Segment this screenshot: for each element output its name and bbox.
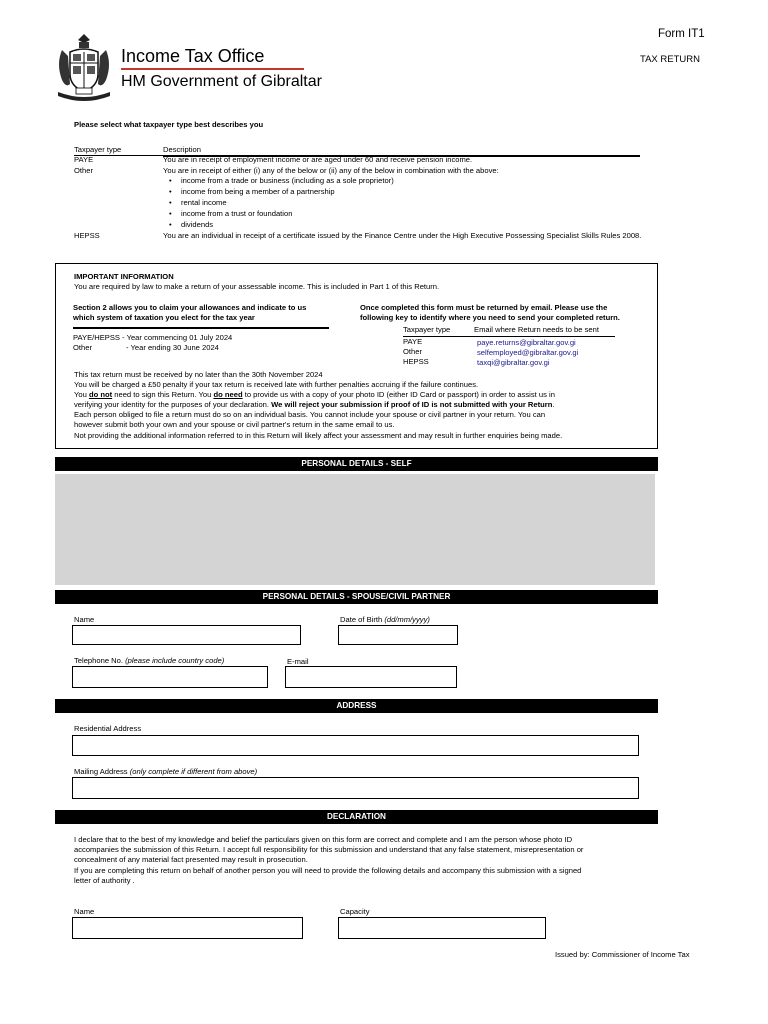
year-other-label: Other	[73, 343, 92, 352]
issued-by: Issued by: Commissioner of Income Tax	[555, 950, 690, 959]
declaration-text: If you are completing this return on behalf of another person you will need to provide the following details and accompany this submission with a signed	[74, 866, 582, 875]
declarant-capacity-field[interactable]	[338, 917, 546, 939]
self-details-area	[55, 474, 655, 585]
spouse-phone-field[interactable]	[72, 666, 268, 688]
spouse-name-field[interactable]	[72, 625, 301, 645]
form-code: Form IT1	[658, 28, 705, 40]
id-requirement-text: You do not need to sign this Return. You do need to provide us with a copy of your photo ID (either ID Card or passport) in order to assist us in	[74, 390, 555, 399]
individual-text: Each person obliged to file a return must do so on an individual basis. You cannot include your spouse or civil partner in your return. You can	[74, 410, 546, 419]
email-link[interactable]: paye.returns@gibraltar.gov.gi	[477, 338, 576, 347]
section2-text: Section 2 allows you to claim your allowances and indicate to us	[73, 303, 307, 312]
email-row-type: PAYE	[403, 337, 423, 346]
spouse-phone-label: Telephone No. (please include country code)	[74, 656, 225, 665]
declarant-name-label: Name	[74, 907, 95, 916]
list-item: • income from a trade or business (including as a sole proprietor)	[163, 176, 394, 187]
declaration-text: concealment of any material fact presented may result in prosecution.	[74, 855, 308, 864]
taxpayer-row-desc: You are an individual in receipt of a certificate issued by the Finance Centre under the High Executive Possessing Specialist Skills Rules 2008.	[163, 231, 642, 240]
declaration-text: accompanies the submission of this Return. I accept full responsibility for this submission and understand that any false statement, misrepresentation or	[74, 845, 584, 854]
year-paye: PAYE/HEPSS - Year commencing 01 July 2024	[73, 333, 233, 342]
taxpayer-row-desc: You are in receipt of either (i) any of the below or (ii) any of the below in combination with the above:	[163, 166, 499, 175]
spouse-name-label: Name	[74, 615, 95, 624]
id-requirement-text: verifying your identity for the purposes of your declaration. We will reject your submission if proof of ID is not submitted with your Return.	[74, 400, 555, 409]
email-table-rule	[403, 336, 615, 337]
mailing-address-field[interactable]	[72, 777, 639, 799]
section-header-declaration: DECLARATION	[55, 810, 658, 824]
taxpayer-col-type: Taxpayer type	[74, 145, 122, 154]
section-header-self: PERSONAL DETAILS - SELF	[55, 457, 658, 471]
email-col-type: Taxpayer type	[403, 325, 451, 334]
spouse-dob-label: Date of Birth (dd/mm/yyyy)	[340, 615, 430, 624]
deadline-text: This tax return must be received by no later than the 30th November 2024	[74, 370, 323, 379]
logo-red-rule	[121, 68, 304, 70]
taxpayer-row-type: HEPSS	[74, 231, 100, 240]
list-item: • rental income	[163, 198, 394, 209]
residential-address-label: Residential Address	[74, 724, 142, 733]
list-item: • dividends	[163, 220, 394, 231]
additional-info-text: Not providing the additional information referred to in this Return will likely affect your assessment and may result in further enquiries being made.	[74, 431, 563, 440]
spouse-email-field[interactable]	[285, 666, 457, 688]
penalty-text: You will be charged a £50 penalty if your tax return is received late with further penalties accruing if the failure continues.	[74, 380, 479, 389]
taxpayer-row-type: PAYE	[74, 155, 94, 164]
spouse-dob-field[interactable]	[338, 625, 458, 645]
email-col-email: Email where Return needs to be sent	[474, 325, 599, 334]
mailing-address-label: Mailing Address (only complete if different from above)	[74, 767, 258, 776]
info-title: IMPORTANT INFORMATION	[74, 272, 174, 281]
email-notice: following key to identify where you need to send your completed return.	[360, 313, 620, 322]
email-notice: Once completed this form must be returned by email. Please use the	[360, 303, 608, 312]
taxpayer-col-desc: Description	[163, 145, 201, 154]
individual-text: however submit both your own and your spouse or civil partner's return in the same email to us.	[74, 420, 395, 429]
email-link[interactable]: selfemployed@gibraltar.gov.gi	[477, 348, 579, 357]
section-header-spouse: PERSONAL DETAILS - SPOUSE/CIVIL PARTNER	[55, 590, 658, 604]
residential-address-field[interactable]	[72, 735, 639, 756]
crest-logo	[52, 30, 116, 104]
org-subtitle: HM Government of Gibraltar	[121, 73, 322, 90]
section2-rule	[73, 327, 329, 329]
year-other-value: - Year ending 30 June 2024	[126, 343, 219, 352]
info-intro: You are required by law to make a return of your assessable income. This is included in Part 1 of this Return.	[74, 282, 440, 291]
list-item: • income from being a member of a partnership	[163, 187, 394, 198]
list-item: • income from a trust or foundation	[163, 209, 394, 220]
taxpayer-prompt: Please select what taxpayer type best describes you	[74, 120, 264, 129]
declaration-text: letter of authority .	[74, 876, 135, 885]
email-row-type: Other	[403, 347, 422, 356]
section2-text: which system of taxation you elect for the tax year	[73, 313, 255, 322]
other-income-list	[163, 176, 394, 231]
taxpayer-row-type: Other	[74, 166, 93, 175]
form-title: TAX RETURN	[640, 54, 700, 65]
declarant-name-field[interactable]	[72, 917, 303, 939]
section-header-address: ADDRESS	[55, 699, 658, 713]
org-name: Income Tax Office	[121, 46, 265, 66]
declarant-capacity-label: Capacity	[340, 907, 370, 916]
email-link[interactable]: taxqi@gibraltar.gov.gi	[477, 358, 550, 367]
spouse-email-label: E-mail	[287, 657, 309, 666]
taxpayer-row-desc: You are in receipt of employment income or are aged under 60 and receive pension income.	[163, 155, 473, 164]
declaration-text: I declare that to the best of my knowledge and belief the particulars given on this form are correct and complete and I am the person whose photo ID	[74, 835, 573, 844]
email-row-type: HEPSS	[403, 357, 429, 366]
